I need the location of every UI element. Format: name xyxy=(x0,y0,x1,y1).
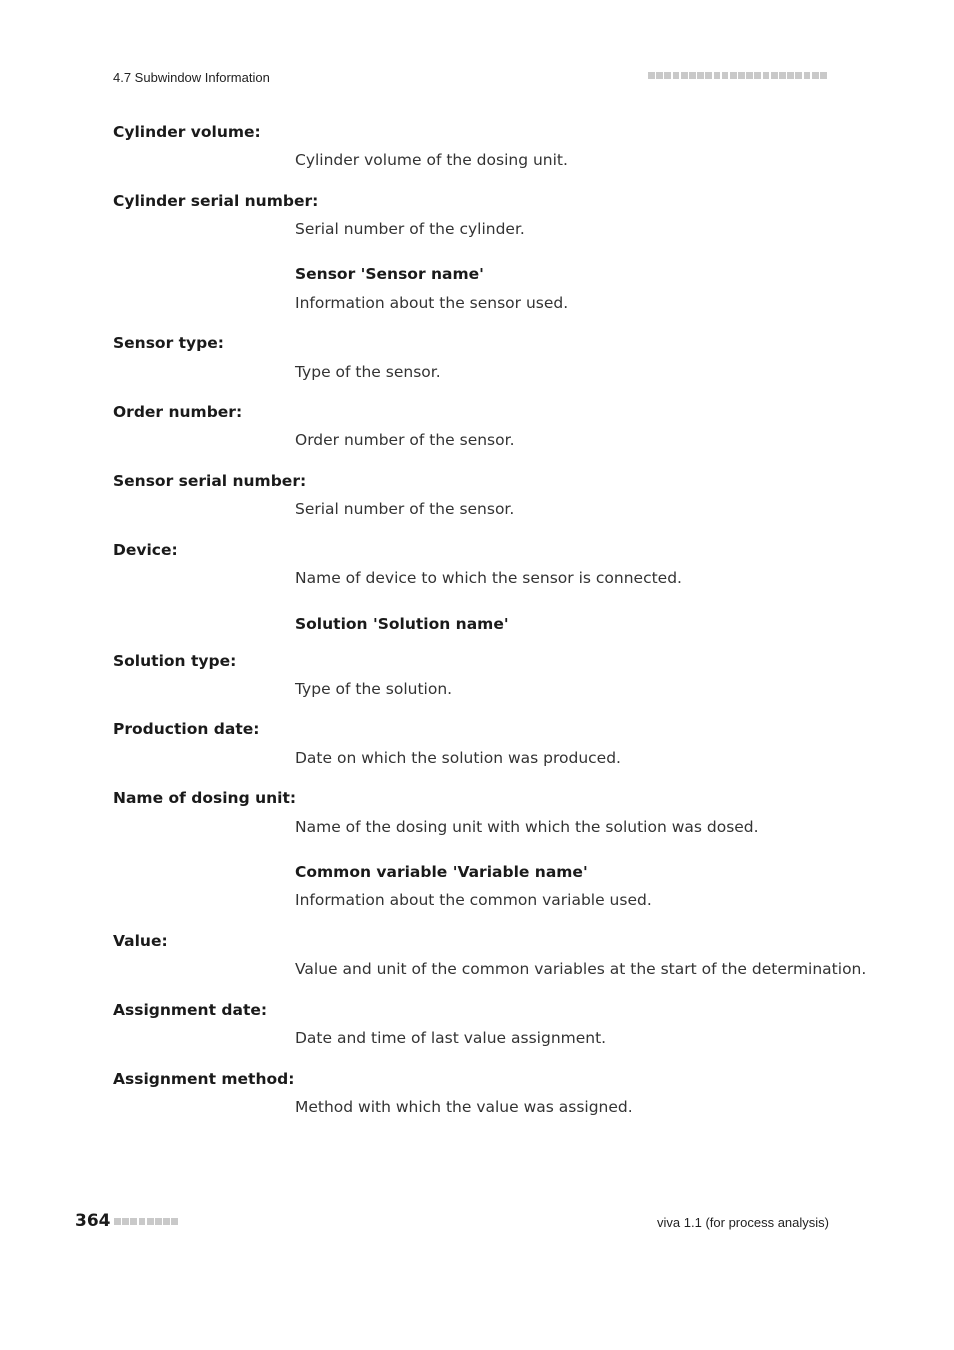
footer-decoration-dots xyxy=(114,1218,178,1225)
term-sensor-type: Sensor type: xyxy=(113,334,224,352)
subhead-sensor: Sensor 'Sensor name' xyxy=(295,265,484,283)
page-number: 364 xyxy=(75,1211,111,1231)
desc-value: Value and unit of the common variables at the start of the determination. xyxy=(295,960,867,978)
desc-common-variable: Information about the common variable used. xyxy=(295,891,652,909)
desc-cylinder-serial-number: Serial number of the cylinder. xyxy=(295,220,525,238)
term-production-date: Production date: xyxy=(113,720,260,738)
term-device: Device: xyxy=(113,541,178,559)
desc-production-date: Date on which the solution was produced. xyxy=(295,749,621,767)
product-name: viva 1.1 (for process analysis) xyxy=(657,1215,829,1230)
desc-name-of-dosing-unit: Name of the dosing unit with which the solution was dosed. xyxy=(295,818,759,836)
term-order-number: Order number: xyxy=(113,403,243,421)
term-cylinder-volume: Cylinder volume: xyxy=(113,123,261,141)
header-decoration-dots xyxy=(648,72,827,79)
term-assignment-method: Assignment method: xyxy=(113,1070,295,1088)
term-value: Value: xyxy=(113,932,168,950)
term-assignment-date: Assignment date: xyxy=(113,1001,268,1019)
desc-cylinder-volume: Cylinder volume of the dosing unit. xyxy=(295,151,568,169)
desc-sensor: Information about the sensor used. xyxy=(295,294,569,312)
term-sensor-serial-number: Sensor serial number: xyxy=(113,472,307,490)
desc-sensor-serial-number: Serial number of the sensor. xyxy=(295,500,515,518)
desc-solution-type: Type of the solution. xyxy=(295,680,453,698)
desc-sensor-type: Type of the sensor. xyxy=(295,363,441,381)
term-cylinder-serial-number: Cylinder serial number: xyxy=(113,192,319,210)
desc-device: Name of device to which the sensor is connected. xyxy=(295,569,682,587)
desc-assignment-method: Method with which the value was assigned. xyxy=(295,1098,633,1116)
desc-order-number: Order number of the sensor. xyxy=(295,431,515,449)
term-name-of-dosing-unit: Name of dosing unit: xyxy=(113,789,297,807)
term-solution-type: Solution type: xyxy=(113,652,237,670)
subhead-common-variable: Common variable 'Variable name' xyxy=(295,863,588,881)
subhead-solution: Solution 'Solution name' xyxy=(295,615,509,633)
section-title: 4.7 Subwindow Information xyxy=(113,70,270,85)
desc-assignment-date: Date and time of last value assignment. xyxy=(295,1029,607,1047)
